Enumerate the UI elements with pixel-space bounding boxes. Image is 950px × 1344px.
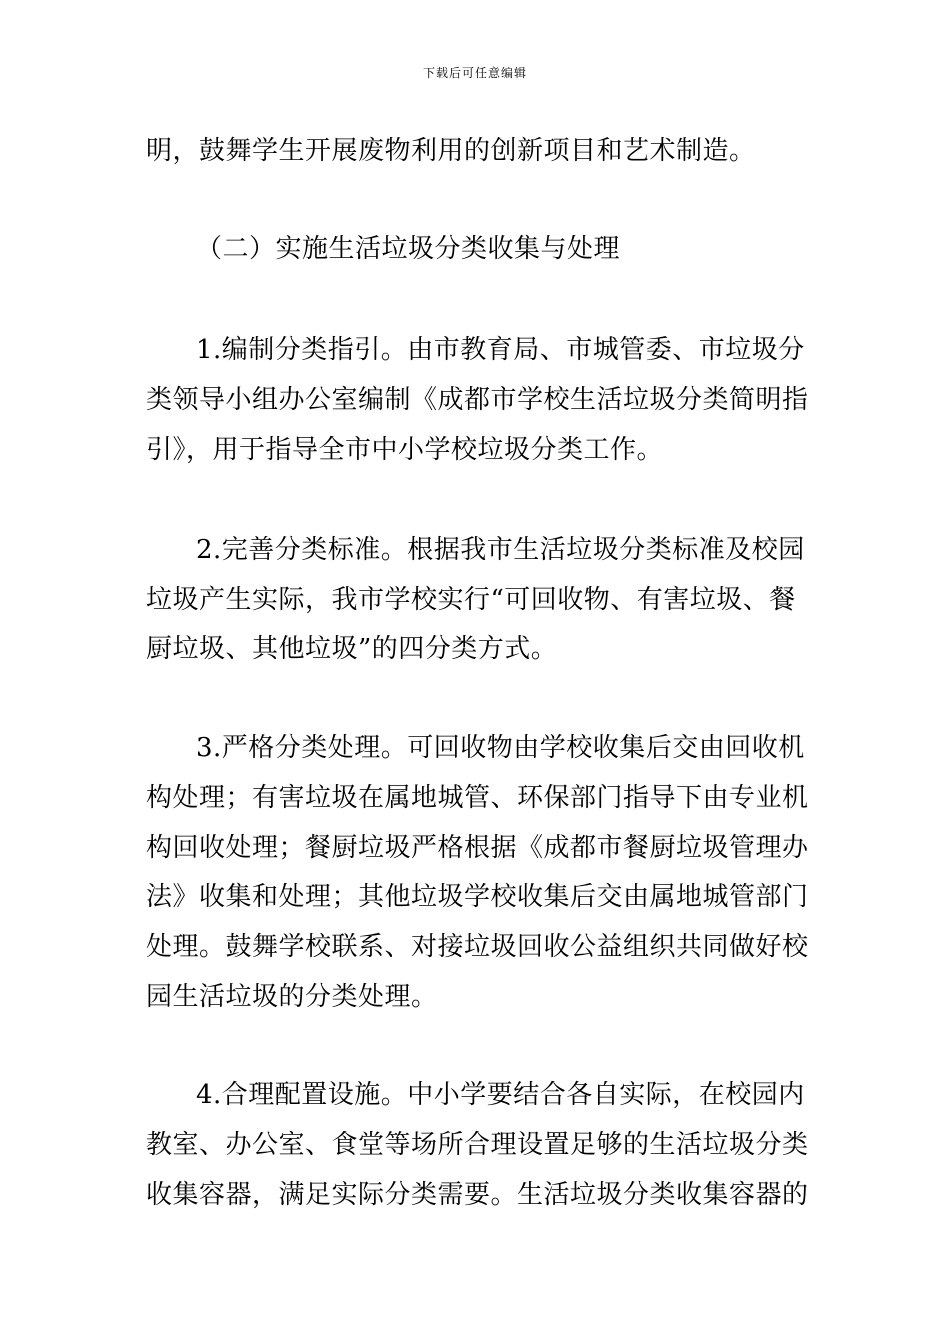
section-heading: （二）实施生活垃圾分类收集与处理 (196, 234, 621, 264)
text-line: 2.完善分类标准。根据我市生活垃圾分类标准及校园 (196, 535, 805, 565)
text-line: 1.编制分类指引。由市教育局、市城管委、市垃圾分 (196, 335, 805, 365)
text-line: 处理。鼓舞学校联系、对接垃圾回收公益组织共同做好校 (146, 932, 809, 962)
page-header-note: 下载后可任意编辑 (422, 66, 527, 80)
text-line: 园生活垃圾的分类处理。 (146, 982, 438, 1012)
text-line: 教室、办公室、食堂等场所合理设置足够的生活垃圾分类 (146, 1130, 809, 1160)
text-line: 法》收集和处理；其他垃圾学校收集后交由属地城管部门 (146, 882, 809, 912)
text-line: 类领导小组办公室编制《成都市学校生活垃圾分类简明指 (146, 385, 809, 415)
text-line: 明，鼓舞学生开展废物利用的创新项目和艺术制造。 (146, 136, 756, 166)
text-line: 构处理；有害垃圾在属地城管、环保部门指导下由专业机 (146, 783, 809, 813)
text-line: 垃圾产生实际，我市学校实行“可回收物、有害垃圾、餐 (146, 585, 796, 615)
text-line: 厨垃圾、其他垃圾”的四分类方式。 (146, 634, 558, 664)
text-line: 3.严格分类处理。可回收物由学校收集后交由回收机 (196, 733, 805, 763)
text-line: 构回收处理；餐厨垃圾严格根据《成都市餐厨垃圾管理办 (146, 833, 809, 863)
text-line: 引》，用于指导全市中小学校垃圾分类工作。 (146, 435, 664, 465)
text-line: 收集容器，满足实际分类需要。生活垃圾分类收集容器的 (146, 1180, 809, 1210)
text-line: 4.合理配置设施。中小学要结合各自实际，在校园内 (196, 1080, 805, 1110)
